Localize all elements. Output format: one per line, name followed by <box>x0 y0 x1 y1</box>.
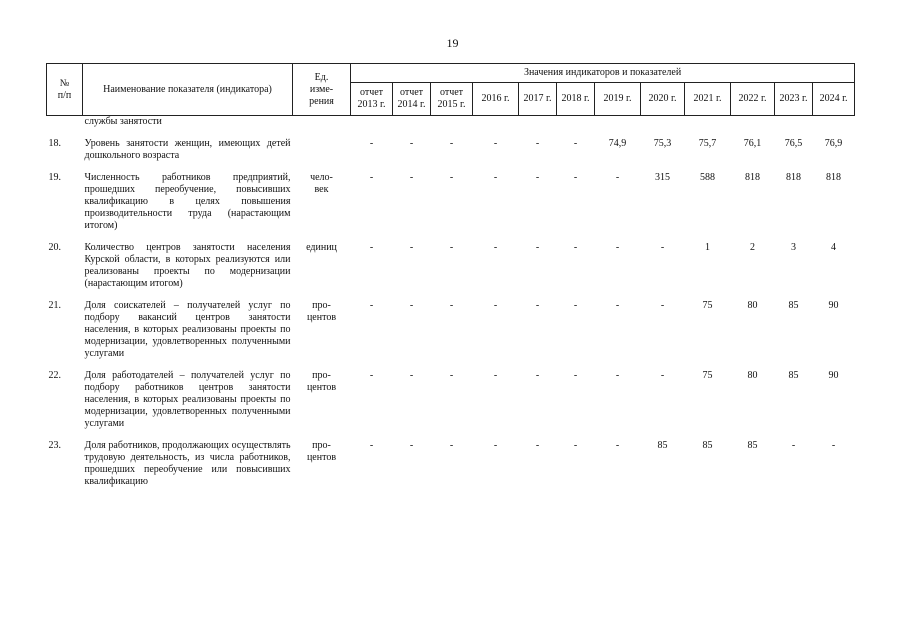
indicator-value: 85 <box>788 300 799 311</box>
indicator-name: Доля работодателей – получателей услуг по подбору работников центров занятости населения, в которых реализованы проекты по модернизации, удовлетворенных полученными услугами <box>84 370 291 429</box>
indicator-value: - <box>409 138 414 149</box>
indicators-table <box>46 63 855 488</box>
indicator-value: - <box>449 138 454 149</box>
indicator-value: 588 <box>700 172 715 183</box>
year-header-year: 2015 г. <box>437 99 466 110</box>
indicator-value: - <box>369 440 374 451</box>
indicator-value: - <box>660 370 665 381</box>
indicator-value: 75,7 <box>698 138 717 149</box>
year-header-year: 2018 г. <box>561 93 590 104</box>
indicator-value: - <box>615 370 620 381</box>
column-header-year <box>595 83 641 116</box>
table-row <box>47 370 855 430</box>
indicator-value: 74,9 <box>608 138 627 149</box>
unit-of-measure: про- центов <box>306 370 337 393</box>
indicator-value: 818 <box>786 172 801 183</box>
year-header-year: 2021 г. <box>693 93 722 104</box>
indicator-value: 85 <box>747 440 758 451</box>
column-header-year <box>813 83 855 116</box>
table-row <box>47 242 855 290</box>
table-row <box>47 440 855 488</box>
year-header-year: 2017 г. <box>523 93 552 104</box>
column-header-year <box>393 83 431 116</box>
year-header-year: 2013 г. <box>357 99 386 110</box>
indicator-value: 85 <box>788 370 799 381</box>
indicator-value: 80 <box>747 300 758 311</box>
indicator-value: - <box>573 172 578 183</box>
indicator-value: - <box>493 440 498 451</box>
indicator-value: - <box>369 242 374 253</box>
indicator-value: - <box>493 242 498 253</box>
indicator-value: - <box>409 370 414 381</box>
indicator-value: - <box>369 370 374 381</box>
indicator-value: - <box>409 440 414 451</box>
indicator-value: - <box>573 370 578 381</box>
year-header-label: отчет <box>439 87 464 98</box>
row-number: 20. <box>48 242 61 253</box>
indicator-value: - <box>449 172 454 183</box>
column-header-unit: Ед. изме- рения <box>293 64 351 116</box>
indicator-name: Численность работников предприятий, прошедших переобучение, повысивших квалификацию в целях повышения производительности труда (нарастающим итогом) <box>84 172 291 231</box>
indicator-value: - <box>535 138 540 149</box>
indicator-value: - <box>535 172 540 183</box>
unit-of-measure <box>293 138 351 162</box>
column-header-year <box>775 83 813 116</box>
column-header-name: Наименование показателя (индикатора) <box>83 64 293 116</box>
indicator-value: 90 <box>828 370 839 381</box>
column-header-year <box>557 83 595 116</box>
column-group-header-values: Значения индикаторов и показателей <box>351 64 855 83</box>
indicator-value: 80 <box>747 370 758 381</box>
unit-of-measure: чело- век <box>310 172 333 195</box>
indicator-value: 76,5 <box>784 138 803 149</box>
column-header-year <box>519 83 557 116</box>
row-number: 21. <box>48 300 61 311</box>
table-row <box>47 172 855 232</box>
indicator-value: - <box>535 300 540 311</box>
column-header-year <box>431 83 473 116</box>
row-number: 19. <box>48 172 61 183</box>
indicator-value: 85 <box>657 440 668 451</box>
column-header-year <box>641 83 685 116</box>
year-header-year: 2014 г. <box>397 99 426 110</box>
row-number: 22. <box>48 370 61 381</box>
indicator-value: - <box>573 242 578 253</box>
indicator-value: - <box>493 138 498 149</box>
indicator-value: - <box>615 440 620 451</box>
table-row <box>47 138 855 162</box>
year-header-label: отчет <box>399 87 424 98</box>
indicator-value: 90 <box>828 300 839 311</box>
year-header-year: 2023 г. <box>779 93 808 104</box>
indicator-value: - <box>369 300 374 311</box>
year-header-year: 2016 г. <box>481 93 510 104</box>
indicator-value: - <box>615 172 620 183</box>
year-header-year: 2020 г. <box>648 93 677 104</box>
indicator-value: - <box>493 370 498 381</box>
indicator-value: - <box>409 242 414 253</box>
indicator-value: - <box>449 242 454 253</box>
continuation-text: службы занятости <box>84 116 162 127</box>
indicator-value: - <box>573 440 578 451</box>
year-header-year: 2022 г. <box>738 93 767 104</box>
indicator-value: 75,3 <box>653 138 672 149</box>
indicator-name: Доля соискателей – получателей услуг по подбору вакансий центров занятости населения, в которых реализованы проекты по модернизации, удовлетворенных полученными услугами <box>84 300 291 359</box>
indicator-value: - <box>535 370 540 381</box>
column-header-year <box>351 83 393 116</box>
indicator-value: 818 <box>745 172 760 183</box>
indicator-value: - <box>660 242 665 253</box>
year-header-year: 2024 г. <box>819 93 848 104</box>
row-number: 23. <box>48 440 61 451</box>
indicator-value: - <box>791 440 796 451</box>
unit-of-measure: единиц <box>306 242 337 253</box>
indicator-value: 1 <box>705 242 710 253</box>
indicator-value: - <box>615 300 620 311</box>
row-number: 18. <box>48 138 61 149</box>
indicator-value: - <box>409 172 414 183</box>
indicator-value: - <box>449 440 454 451</box>
column-header-year <box>731 83 775 116</box>
year-header-label: отчет <box>359 87 384 98</box>
indicator-value: - <box>535 440 540 451</box>
unit-of-measure: про- центов <box>306 440 337 463</box>
indicator-name: Доля работников, продолжающих осуществлять трудовую деятельность, из числа работников, прошедших переобучение или повысивших квалификацию <box>84 440 291 487</box>
column-header-number: № п/п <box>47 64 83 116</box>
indicator-value: 315 <box>655 172 670 183</box>
indicator-value: - <box>449 370 454 381</box>
year-header-year: 2019 г. <box>603 93 632 104</box>
indicator-value: - <box>831 440 836 451</box>
indicator-value: - <box>573 138 578 149</box>
indicator-value: - <box>493 300 498 311</box>
indicator-value: - <box>369 138 374 149</box>
indicator-value: - <box>369 172 374 183</box>
column-header-year <box>473 83 519 116</box>
indicator-name: Уровень занятости женщин, имеющих детей дошкольного возраста <box>84 138 291 161</box>
indicator-value: 85 <box>702 440 713 451</box>
table-row <box>47 300 855 360</box>
indicator-name: Количество центров занятости населения Курской области, в которых реализуются или реализованы проекты по модернизации (нарастающим итогом) <box>84 242 291 289</box>
indicator-value: - <box>409 300 414 311</box>
indicator-value: 76,9 <box>824 138 843 149</box>
indicator-value: 4 <box>831 242 837 253</box>
indicator-value: 818 <box>826 172 842 183</box>
indicator-value: - <box>449 300 454 311</box>
column-header-year <box>685 83 731 116</box>
indicator-value: 2 <box>750 242 755 253</box>
indicator-value: - <box>535 242 540 253</box>
unit-of-measure: про- центов <box>306 300 337 323</box>
indicator-value: - <box>615 242 620 253</box>
indicator-value: - <box>493 172 498 183</box>
page-number: 19 <box>446 36 459 50</box>
indicator-value: - <box>660 300 665 311</box>
indicator-value: 75 <box>702 370 713 381</box>
indicator-value: - <box>573 300 578 311</box>
indicator-value: 76,1 <box>743 138 762 149</box>
indicator-value: 75 <box>702 300 713 311</box>
indicator-value: 3 <box>791 242 796 253</box>
